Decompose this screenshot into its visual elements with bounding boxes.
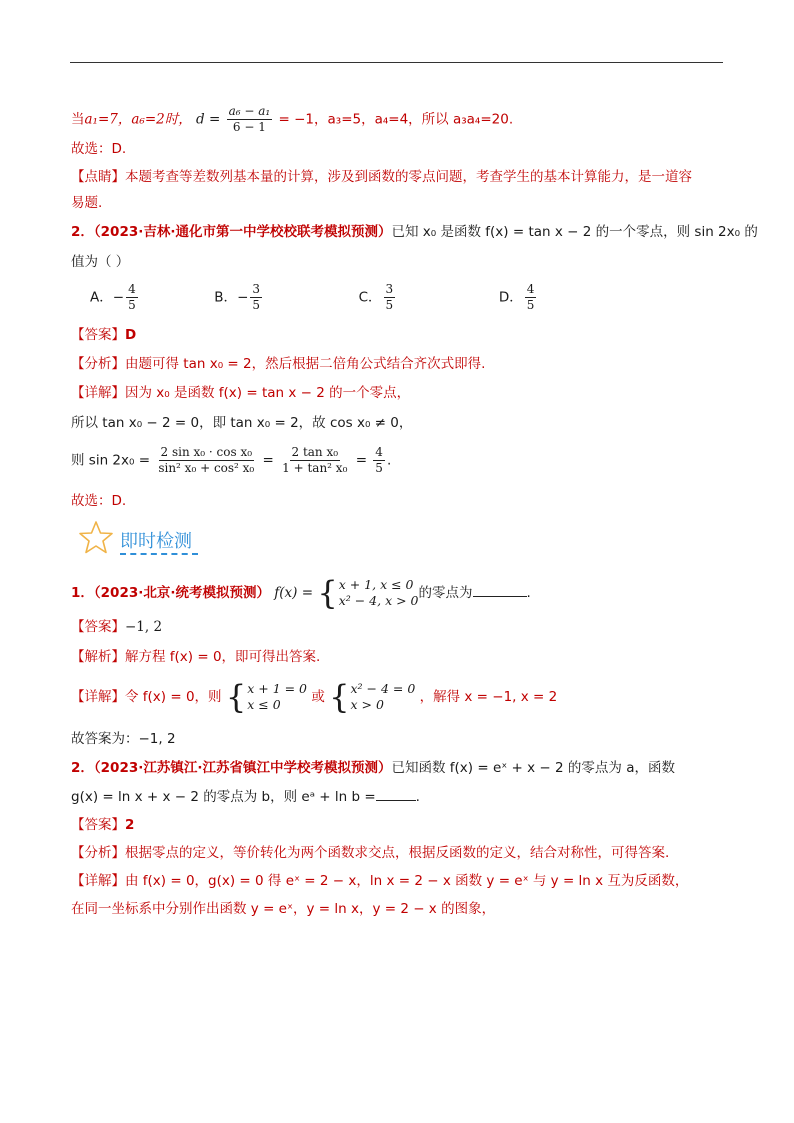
q2-answer (71, 325, 136, 345)
c1-answer-value: −1, 2 (125, 619, 163, 635)
option-a-frac (126, 282, 138, 313)
q2-frac3-num: 4 (375, 445, 383, 459)
q2-detail2: 所以 tan x₀ − 2 = 0，即 tan x₀ = 2，故 cos x₀ ≠ 0， (71, 415, 413, 431)
c1-s2a: x² − 4 = 0 (350, 681, 416, 696)
option-b-num: 3 (252, 282, 261, 296)
c1-piecewise: { x + 1, x ≤ 0 x² − 4, x > 0 (317, 574, 419, 612)
c1-s2b: x > 0 (350, 697, 384, 712)
q2-line2: 值为（ ） (71, 254, 130, 270)
c2-answer-value: 2 (125, 817, 135, 833)
p4-line: 易题. (71, 195, 103, 211)
c2-number: 2． (71, 760, 94, 776)
c2-detail2: 在同一坐标系中分别作出函数 y = eˣ，y = ln x，y = 2 − x 的图象， (71, 901, 496, 917)
c2-detail-text1: 由 f(x) = 0，g(x) = 0 得 eˣ = 2 − x，ln x = 2 − x 函数 y = eˣ 与 y = ln x 互为反函数， (125, 873, 689, 889)
q2-detail3: 则 sin 2x₀ = $\frac{\text{2 sin x₀ · cos x₀}}{\text{sin² x₀ + cos² x₀}}$ = $\frac{\text{2 tan x₀}}{\text{1 + tan² x₀}}$ = $\frac{4}{5}$ . (71, 445, 392, 475)
c1-blank (473, 584, 527, 597)
c1-tail: 的零点为 (418, 585, 473, 601)
option-c-label: C． (358, 289, 382, 306)
c2-analysis-text: 根据零点的定义，等价转化为两个函数求交点，根据反函数的定义，结合对称性，可得答案. (125, 845, 670, 861)
c1-detail-post: ，解得 x = −1, x = 2 (419, 689, 558, 705)
c1-case2: x² − 4, x > 0 (338, 593, 419, 608)
option-b-label: B． (214, 289, 238, 306)
section-heading (78, 520, 192, 556)
option-a-num: 4 (128, 282, 136, 296)
option-d (499, 282, 599, 313)
c1-source: （2023·北京·统考模拟预测） (93, 585, 270, 601)
c1-system1: { x + 1 = 0 x ≤ 0 (225, 678, 308, 716)
option-b (214, 282, 354, 313)
c1-analysis (71, 647, 320, 667)
c1-detail-pre: 令 f(x) = 0，则 (125, 689, 222, 705)
q2-frac3 (373, 445, 385, 476)
c1-or: 或 (311, 689, 325, 705)
option-c-frac (384, 282, 396, 313)
option-a (90, 282, 210, 313)
p3-text: 本题考查等差数列基本量的计算，涉及到函数的零点问题，考查学生的基本计算能力，是一道容 (125, 169, 692, 185)
c1-detail-tag: 【详解】 (71, 689, 125, 705)
c2-line2 (71, 787, 420, 807)
q2-detail-tag: 【详解】 (71, 385, 125, 401)
c2-analysis (71, 843, 669, 863)
q2-frac3-den: 5 (375, 461, 383, 475)
c2-text: 已知函数 f(x) = eˣ + x − 2 的零点为 a，函数 (391, 760, 675, 776)
c2-line1 (71, 758, 675, 778)
c2-detail-tag: 【详解】 (71, 873, 125, 889)
q2-analysis (71, 354, 485, 374)
q2-detail3-pre: 则 sin 2x₀ = (71, 452, 151, 469)
c1-tail-end: . (526, 585, 531, 601)
option-b-frac (250, 282, 262, 313)
option-d-num: 4 (526, 282, 535, 296)
option-b-sign: − (237, 289, 249, 306)
p1-rest: = −1，a₃=5，a₄=4，所以 a₃a₄=20. (278, 111, 514, 128)
option-c-den: 5 (385, 298, 394, 312)
p1-frac-den: 6 − 1 (232, 120, 266, 134)
q2-answer-value: D (125, 327, 137, 343)
c1-case1: x + 1, x ≤ 0 (338, 577, 414, 592)
c1-system2: { x² − 4 = 0 x > 0 (329, 678, 416, 716)
q2-frac2-den: 1 + tan² x₀ (282, 461, 348, 475)
option-a-label: A． (90, 289, 113, 306)
option-d-label: D． (498, 289, 523, 306)
c2-text2-end: . (415, 789, 420, 805)
q2-answer-tag: 【答案】 (71, 327, 125, 343)
c2-blank (376, 788, 416, 801)
p1-frac-num: a₆ − a₁ (228, 104, 271, 118)
c2-text2: g(x) = ln x + x − 2 的零点为 b，则 eᵃ + ln b = (71, 789, 376, 805)
q2-frac2 (280, 445, 349, 476)
c1-answer-tag: 【答案】 (71, 619, 125, 635)
star-icon (78, 520, 114, 556)
option-d-frac (525, 282, 537, 313)
c2-answer-tag: 【答案】 (71, 817, 125, 833)
q2-detail1 (71, 383, 410, 403)
q2-source: （2023·吉林·通化市第一中学校校联考模拟预测） (93, 224, 392, 240)
p1-d: d = (196, 111, 221, 128)
q2-detail-text1: 因为 x₀ 是函数 f(x) = tan x − 2 的一个零点， (125, 385, 411, 401)
q2-options (90, 282, 599, 313)
q2-frac1-den: sin² x₀ + cos² x₀ (158, 461, 255, 475)
q2-analysis-text: 由题可得 tan x₀ = 2，然后根据二倍角公式结合齐次式即得. (125, 356, 486, 372)
option-a-sign: − (112, 289, 125, 306)
c2-answer (71, 815, 134, 835)
q2-end: 故选：D. (71, 493, 127, 509)
c2-source: （2023·江苏镇江·江苏省镇江中学校考模拟预测） (93, 760, 392, 776)
p1-cond: a₁=7，a₆=2时， (84, 111, 192, 128)
c2-detail1 (71, 871, 688, 891)
p1-prefix: 当 (71, 111, 85, 128)
q2-frac2-num: 2 tan x₀ (291, 445, 339, 459)
c1-analysis-text: 解方程 f(x) = 0，即可得出答案. (125, 649, 321, 665)
q2-frac1-num: 2 sin x₀ · cos x₀ (160, 445, 253, 459)
p2-line: 故选：D. (71, 141, 127, 157)
q2-number: 2． (71, 224, 94, 240)
option-a-den: 5 (128, 298, 136, 312)
p3-tag: 【点睛】 (71, 169, 125, 185)
section-title: 即时检测 (120, 531, 192, 552)
c1-final: 故答案为：−1, 2 (71, 731, 176, 747)
q2-frac1 (156, 445, 256, 476)
c1-detail (71, 678, 558, 716)
q2-text: 已知 x₀ 是函数 f(x) = tan x − 2 的一个零点，则 sin 2x₀ 的 (391, 224, 758, 240)
q2-analysis-tag: 【分析】 (71, 356, 125, 372)
q2-line1 (71, 222, 758, 242)
p1-fraction (227, 104, 273, 135)
option-b-den: 5 (252, 298, 261, 312)
section-underline (120, 553, 198, 555)
c1-s1b: x ≤ 0 (247, 697, 281, 712)
p3-line (71, 167, 692, 187)
c1-number: 1． (71, 585, 94, 601)
option-c-num: 3 (385, 282, 394, 296)
c1-s1a: x + 1 = 0 (247, 681, 308, 696)
c1-func: f(x) = (274, 585, 314, 601)
option-d-den: 5 (526, 298, 535, 312)
c1-analysis-tag: 【解析】 (71, 649, 125, 665)
c1-answer (71, 617, 162, 637)
c2-analysis-tag: 【分析】 (71, 845, 125, 861)
c1-line (71, 574, 531, 612)
p1-line (71, 104, 513, 135)
header-rule (70, 62, 723, 63)
option-c (359, 282, 495, 313)
